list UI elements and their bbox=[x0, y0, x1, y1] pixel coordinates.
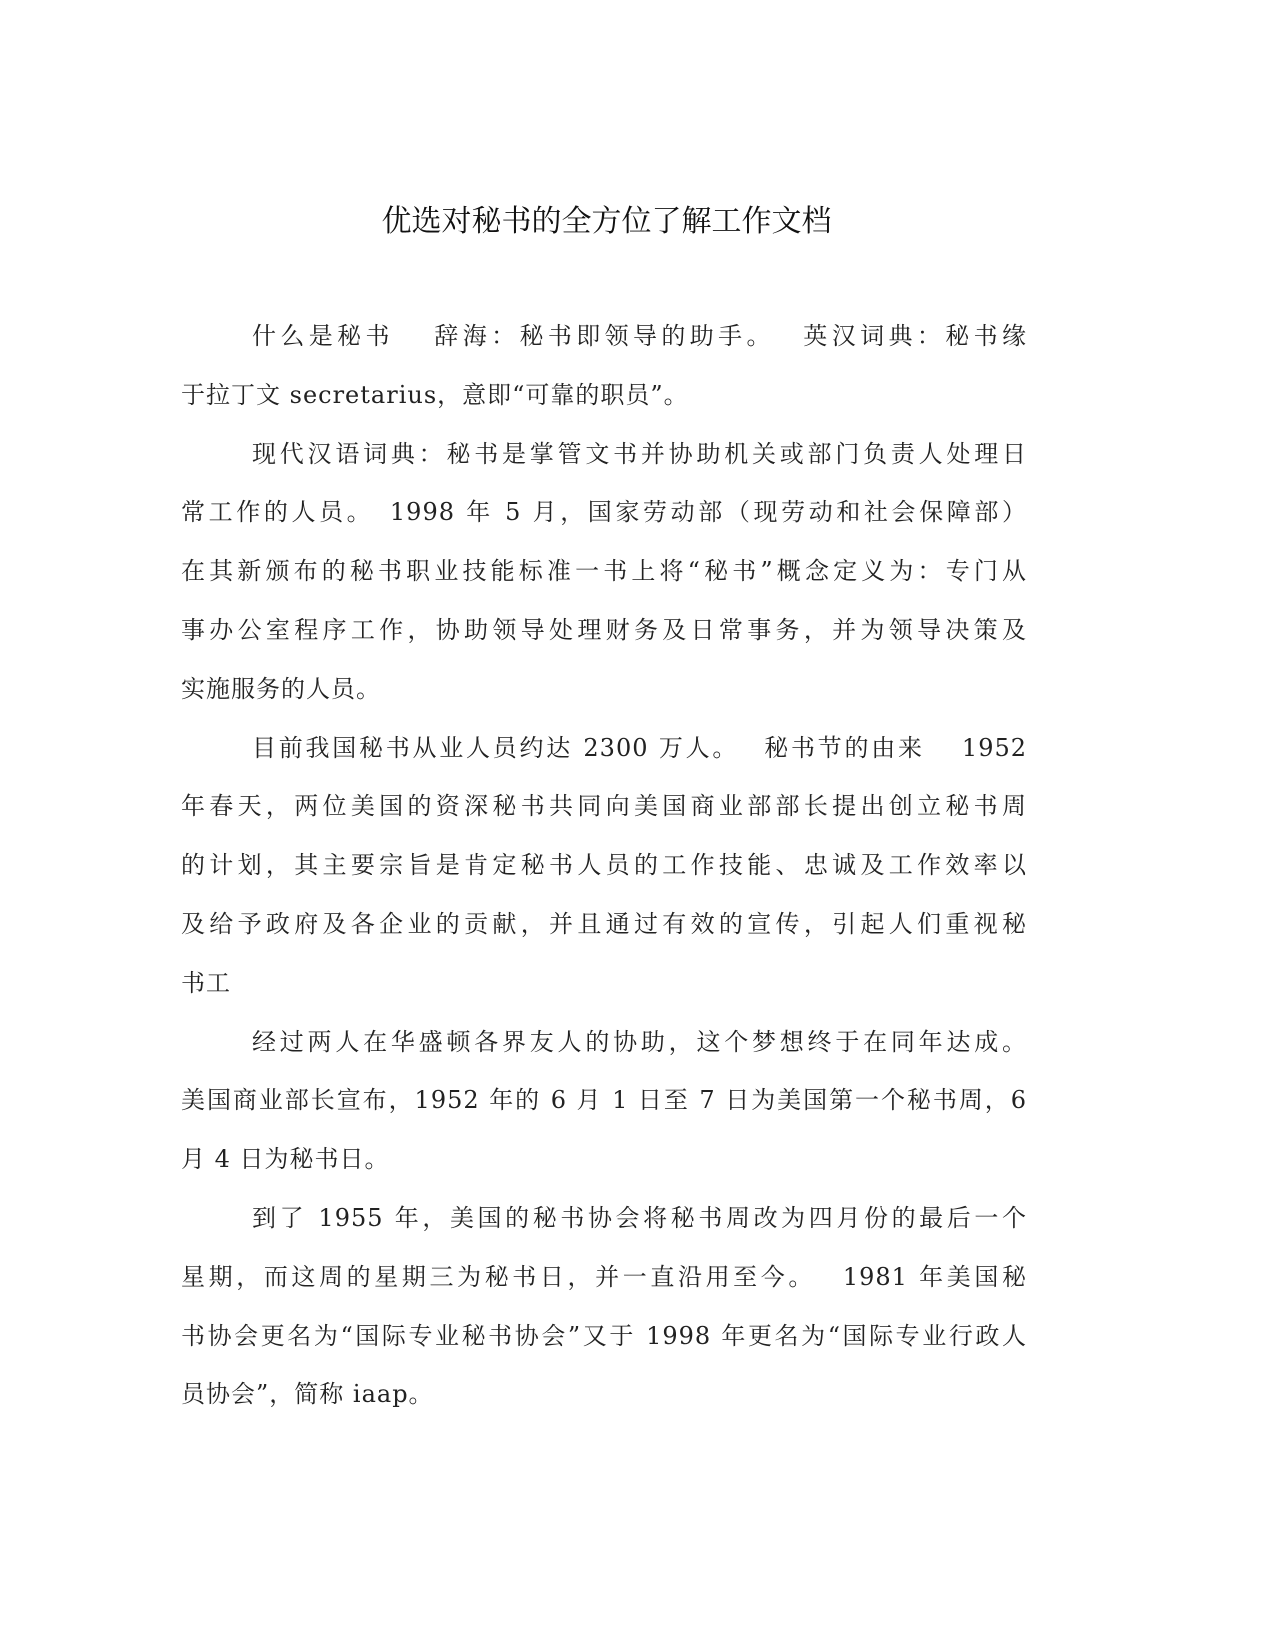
paragraph-line: 目前我国秘书从业人员约达 2300 万人。 秘书节的由来 1952 bbox=[252, 733, 1027, 762]
paragraph-line: 于拉丁文 secretarius，意即“可靠的职员”。 bbox=[181, 380, 689, 409]
paragraph bbox=[181, 719, 1027, 1013]
paragraph-line: 书协会更名为“国际专业秘书协会”又于 1998 年更名为“国际专业行政人 bbox=[181, 1321, 1027, 1350]
paragraph-line: 事办公室程序工作，协助领导处理财务及日常事务，并为领导决策及 bbox=[181, 615, 1027, 644]
paragraph-line: 什么是秘书 辞海：秘书即领导的助手。 英汉词典：秘书缘 bbox=[252, 322, 1027, 350]
paragraph bbox=[181, 1013, 1027, 1189]
paragraph-line: 员协会”，简称 iaap。 bbox=[181, 1380, 434, 1409]
paragraph bbox=[181, 1189, 1027, 1424]
paragraph-line: 星期，而这周的星期三为秘书日，并一直沿用至今。 1981 年美国秘 bbox=[181, 1262, 1027, 1291]
paragraph-line: 年春天，两位美国的资深秘书共同向美国商业部部长提出创立秘书周 bbox=[181, 792, 1027, 821]
paragraph-line: 实施服务的人员。 bbox=[181, 674, 381, 703]
paragraph bbox=[181, 307, 1027, 425]
paragraph-line: 常工作的人员。 1998 年 5 月，国家劳动部（现劳动和社会保障部） bbox=[181, 498, 1027, 527]
paragraph-line: 现代汉语词典：秘书是掌管文书并协助机关或部门负责人处理日 bbox=[252, 439, 1027, 468]
document-title: 优选对秘书的全方位了解工作文档 bbox=[381, 204, 832, 239]
document-body bbox=[181, 307, 1027, 1424]
paragraph-line: 书工 bbox=[181, 968, 231, 997]
paragraph-line: 经过两人在华盛顿各界友人的协助，这个梦想终于在同年达成。 bbox=[252, 1027, 1027, 1056]
paragraph-line: 及给予政府及各企业的贡献，并且通过有效的宣传，引起人们重视秘 bbox=[181, 909, 1027, 938]
paragraph-line: 在其新颁布的秘书职业技能标准一书上将“秘书”概念定义为：专门从 bbox=[181, 557, 1027, 586]
paragraph-line: 美国商业部长宣布，1952 年的 6 月 1 日至 7 日为美国第一个秘书周，6 bbox=[181, 1086, 1027, 1115]
paragraph-line: 到了 1955 年，美国的秘书协会将秘书周改为四月份的最后一个 bbox=[252, 1203, 1027, 1232]
paragraph-line: 月 4 日为秘书日。 bbox=[181, 1145, 390, 1174]
paragraph-line: 的计划，其主要宗旨是肯定秘书人员的工作技能、忠诚及工作效率以 bbox=[181, 851, 1027, 880]
paragraph bbox=[181, 425, 1027, 719]
